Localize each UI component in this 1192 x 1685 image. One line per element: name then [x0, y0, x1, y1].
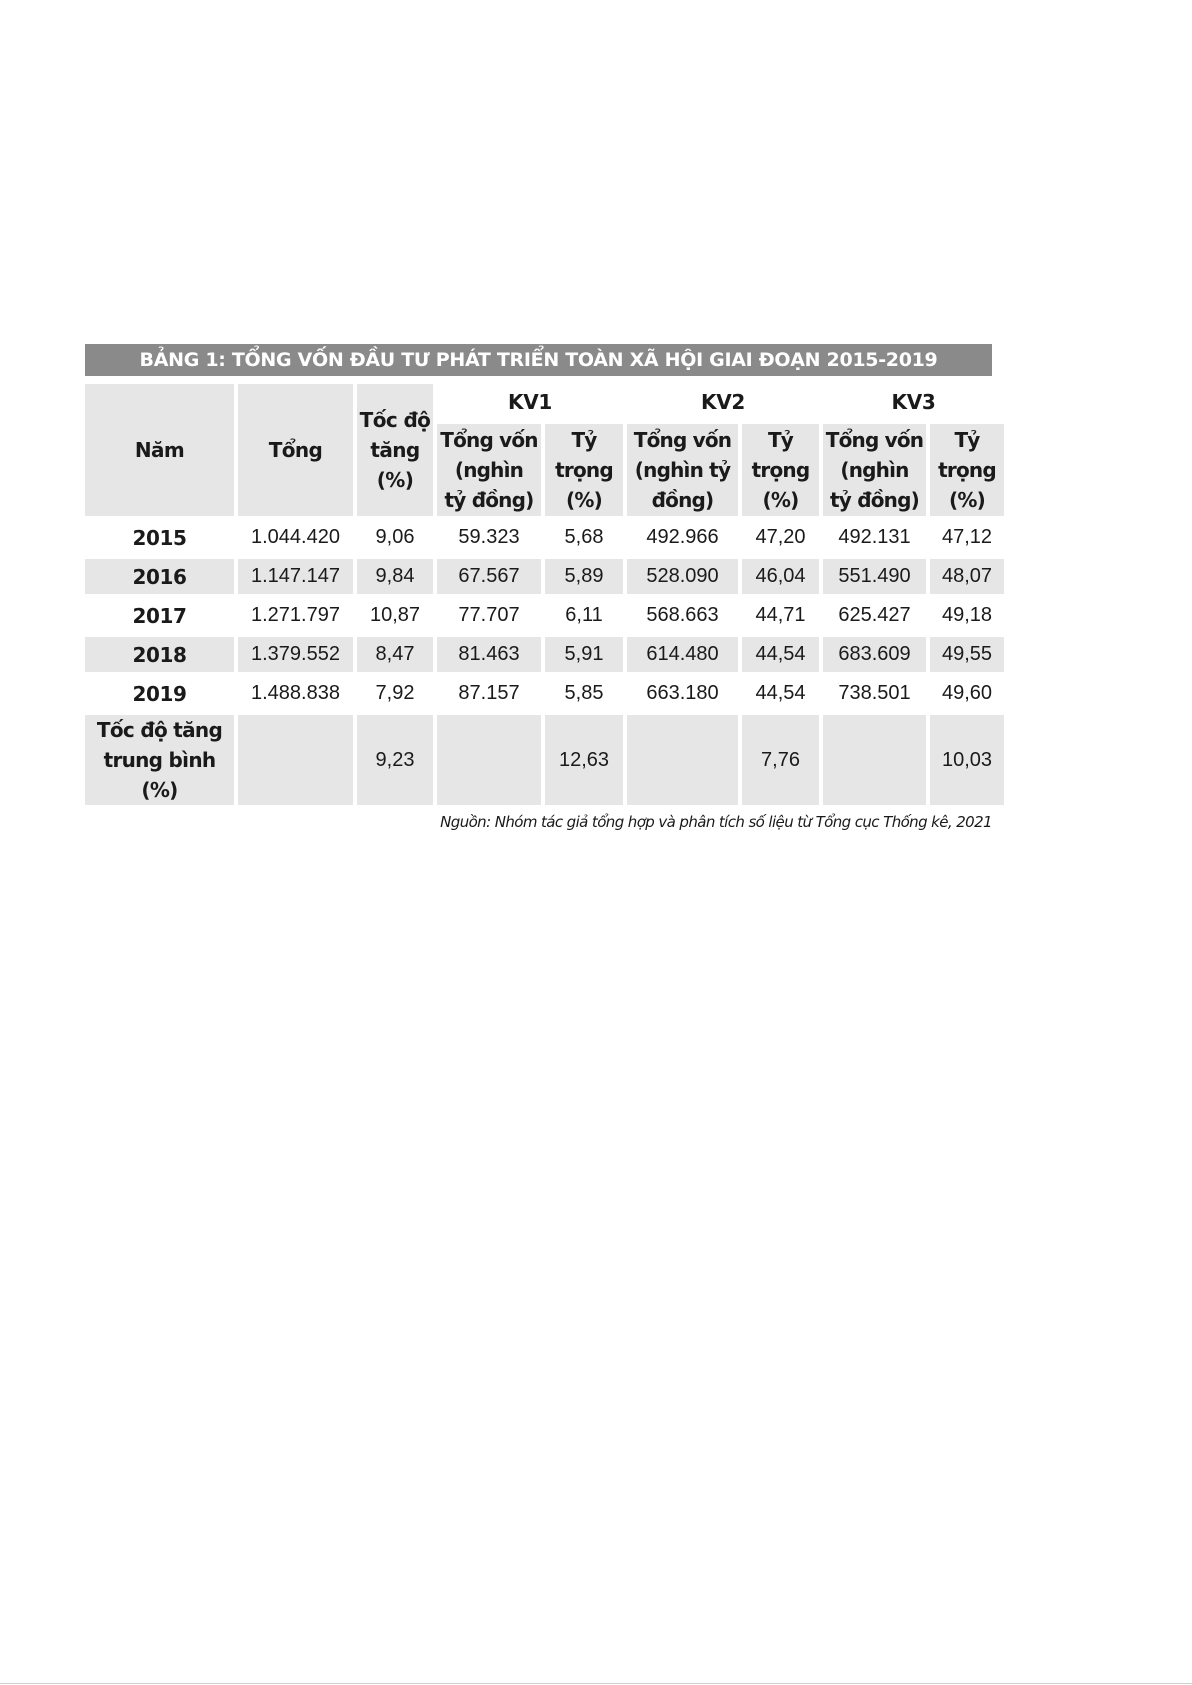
- cell-empty: [823, 715, 926, 805]
- cell-kv3-share: 49,18: [930, 598, 1004, 633]
- table-row: [85, 559, 1004, 594]
- cell-total: 1.379.552: [238, 637, 353, 672]
- table-row: [85, 676, 1004, 711]
- cell-kv3-capital: 625.427: [823, 598, 926, 633]
- header-line: trọng: [751, 458, 810, 482]
- cell-growth: 7,92: [357, 676, 433, 711]
- header-line: Tổng vốn: [440, 428, 538, 452]
- cell-year: 2015: [85, 520, 234, 555]
- cell-kv2-share: 47,20: [742, 520, 819, 555]
- header-kv1-share: [545, 424, 623, 516]
- average-kv3: 10,03: [930, 715, 1004, 805]
- table-row: [85, 637, 1004, 672]
- header-line: Tổng vốn: [825, 428, 924, 452]
- source-note: Nguồn: Nhóm tác giả tổng hợp và phân tích số liệu từ Tổng cục Thống kê, 2021: [440, 813, 992, 831]
- cell-kv3-share: 47,12: [930, 520, 1004, 555]
- cell-kv1-share: 5,85: [545, 676, 623, 711]
- header-year: Năm: [85, 384, 234, 516]
- cell-year: 2019: [85, 676, 234, 711]
- header-line: Tỷ: [767, 428, 794, 452]
- cell-kv3-share: 49,55: [930, 637, 1004, 672]
- cell-total: 1.488.838: [238, 676, 353, 711]
- cell-kv2-share: 44,54: [742, 676, 819, 711]
- cell-kv3-share: 48,07: [930, 559, 1004, 594]
- header-kv1-capital: [437, 424, 541, 516]
- cell-kv3-capital: 738.501: [823, 676, 926, 711]
- header-line: (%): [762, 488, 799, 512]
- header-kv3-share: [930, 424, 1004, 516]
- cell-kv2-capital: 663.180: [627, 676, 738, 711]
- table-row: [85, 520, 1004, 555]
- cell-kv1-share: 5,68: [545, 520, 623, 555]
- header-kv2: KV2: [627, 384, 819, 420]
- header-line: Tổng vốn: [633, 428, 732, 452]
- header-line: Tỷ: [954, 428, 980, 452]
- cell-kv3-capital: 551.490: [823, 559, 926, 594]
- cell-kv1-capital: 59.323: [437, 520, 541, 555]
- header-line: đồng): [651, 488, 714, 512]
- cell-growth: 10,87: [357, 598, 433, 633]
- cell-empty: [437, 715, 541, 805]
- header-row-top: [85, 384, 1004, 420]
- cell-growth: 9,06: [357, 520, 433, 555]
- average-label-line: trung bình (%): [103, 748, 216, 802]
- cell-kv1-capital: 67.567: [437, 559, 541, 594]
- cell-kv2-share: 44,54: [742, 637, 819, 672]
- cell-empty: [627, 715, 738, 805]
- header-line: (nghìn: [840, 458, 909, 482]
- header-line: (nghìn tỷ: [634, 458, 731, 482]
- cell-growth: 9,84: [357, 559, 433, 594]
- cell-kv2-capital: 568.663: [627, 598, 738, 633]
- header-line: (%): [949, 488, 985, 512]
- average-growth: 9,23: [357, 715, 433, 805]
- cell-year: 2018: [85, 637, 234, 672]
- cell-total: 1.044.420: [238, 520, 353, 555]
- header-kv2-share: [742, 424, 819, 516]
- cell-kv2-share: 46,04: [742, 559, 819, 594]
- cell-kv1-share: 5,89: [545, 559, 623, 594]
- header-line: (%): [566, 488, 602, 512]
- header-growth: [357, 384, 433, 516]
- investment-table: [81, 380, 1008, 809]
- table-row: [85, 598, 1004, 633]
- header-kv2-capital: [627, 424, 738, 516]
- header-line: (nghìn: [454, 458, 524, 482]
- cell-kv2-capital: 528.090: [627, 559, 738, 594]
- average-label-line: Tốc độ tăng: [96, 718, 223, 742]
- cell-kv2-share: 44,71: [742, 598, 819, 633]
- header-line: trọng: [555, 458, 613, 482]
- average-row: [85, 715, 1004, 805]
- cell-kv1-share: 5,91: [545, 637, 623, 672]
- header-line: trọng: [938, 458, 996, 482]
- header-total: Tổng: [238, 384, 353, 516]
- header-growth-line: Tốc độ: [359, 408, 431, 432]
- header-line: tỷ đồng): [444, 488, 534, 512]
- average-kv2: 7,76: [742, 715, 819, 805]
- cell-total: 1.271.797: [238, 598, 353, 633]
- average-kv1: 12,63: [545, 715, 623, 805]
- cell-kv1-share: 6,11: [545, 598, 623, 633]
- header-kv1: KV1: [437, 384, 623, 420]
- cell-kv3-capital: 492.131: [823, 520, 926, 555]
- investment-table-block: [85, 344, 996, 831]
- average-label: [85, 715, 234, 805]
- header-growth-line: tăng: [370, 438, 420, 462]
- header-kv3: KV3: [823, 384, 1004, 420]
- header-growth-line: (%): [376, 468, 414, 492]
- cell-kv2-capital: 614.480: [627, 637, 738, 672]
- cell-kv1-capital: 77.707: [437, 598, 541, 633]
- header-line: Tỷ: [571, 428, 597, 452]
- header-kv3-capital: [823, 424, 926, 516]
- cell-kv1-capital: 87.157: [437, 676, 541, 711]
- cell-year: 2016: [85, 559, 234, 594]
- cell-kv3-capital: 683.609: [823, 637, 926, 672]
- table-title: BẢNG 1: TỔNG VỐN ĐẦU TƯ PHÁT TRIỂN TOÀN XÃ HỘI GIAI ĐOẠN 2015-2019: [85, 344, 992, 376]
- cell-growth: 8,47: [357, 637, 433, 672]
- cell-kv1-capital: 81.463: [437, 637, 541, 672]
- cell-kv3-share: 49,60: [930, 676, 1004, 711]
- cell-total: 1.147.147: [238, 559, 353, 594]
- header-line: tỷ đồng): [830, 488, 919, 512]
- cell-year: 2017: [85, 598, 234, 633]
- cell-kv2-capital: 492.966: [627, 520, 738, 555]
- page-bottom-rule: [0, 1683, 1192, 1684]
- cell-empty: [238, 715, 353, 805]
